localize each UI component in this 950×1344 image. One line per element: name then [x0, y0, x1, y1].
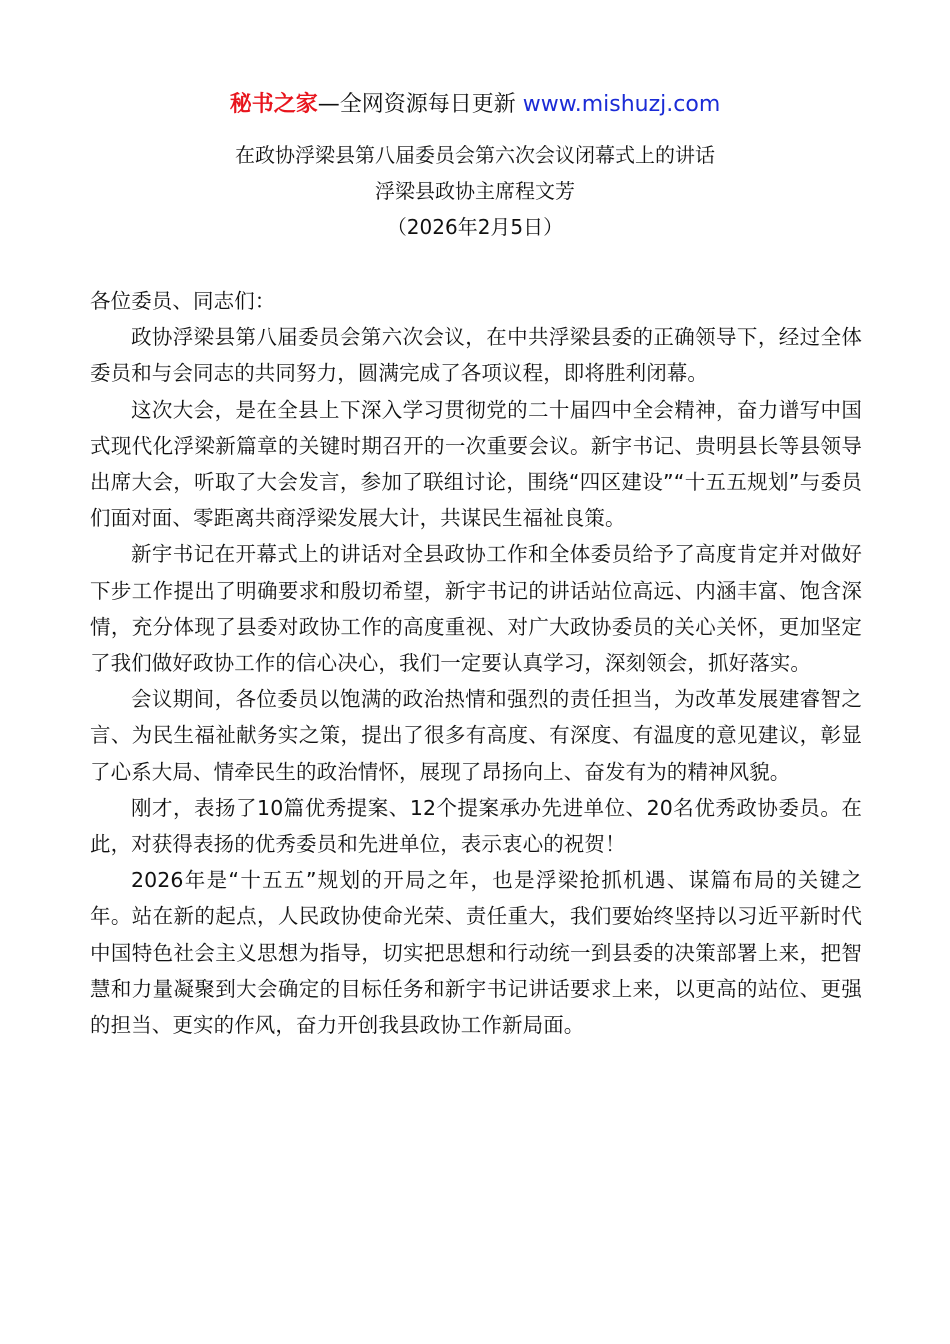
- paragraph: 这次大会，是在全县上下深入学习贯彻党的二十届四中全会精神，奋力谱写中国式现代化浮梁新篇章的关键时期召开的一次重要会议。新宇书记、贵明县长等县领导出席大会，听取了大会发言，参加了联组讨论，围绕“四区建设”“十五五规划”与委员们面对面、零距离共商浮梁发展大计，共谋民生福祉良策。: [90, 397, 862, 531]
- site-url-link[interactable]: www.mishuzj.com: [522, 92, 721, 117]
- brand-name: 秘书之家: [229, 92, 318, 117]
- document-title: 在政协浮梁县第八届委员会第六次会议闭幕式上的讲话: [235, 143, 715, 167]
- document-body: [90, 283, 862, 1043]
- document-heading: [0, 137, 950, 245]
- paragraph: 会议期间，各位委员以饱满的政治热情和强烈的责任担当，为改革发展建睿智之言、为民生福祉献务实之策，提出了很多有高度、有深度、有温度的意见建议，彰显了心系大局、情牵民生的政治情怀，展现了昂扬向上、奋发有为的精神风貌。: [90, 687, 862, 784]
- document-date: （2026年2月5日）: [386, 215, 564, 239]
- banner-tagline: —全网资源每日更新: [317, 92, 523, 117]
- document-speaker: 浮梁县政协主席程文芳: [375, 179, 575, 203]
- paragraph: 政协浮梁县第八届委员会第六次会议，在中共浮梁县委的正确领导下，经过全体委员和与会同志的共同努力，圆满完成了各项议程，即将胜利闭幕。: [90, 325, 862, 386]
- paragraph: 新宇书记在开幕式上的讲话对全县政协工作和全体委员给予了高度肯定并对做好下步工作提出了明确要求和殷切希望，新宇书记的讲话站位高远、内涵丰富、饱含深情，充分体现了县委对政协工作的高度重视、对广大政协委员的关心关怀，更加坚定了我们做好政协工作的信心决心，我们一定要认真学习，深刻领会，抓好落实。: [90, 542, 862, 676]
- site-banner: [0, 88, 950, 122]
- paragraph: 刚才，表扬了10篇优秀提案、12个提案承办先进单位、20名优秀政协委员。在此，对获得表扬的优秀委员和先进单位，表示衷心的祝贺！: [90, 795, 862, 857]
- paragraph: 2026年是“十五五”规划的开局之年，也是浮梁抢抓机遇、谋篇布局的关键之年。站在新的起点，人民政协使命光荣、责任重大，我们要始终坚持以习近平新时代中国特色社会主义思想为指导，切实把思想和行动统一到县委的决策部署上来，把智慧和力量凝聚到大会确定的目标任务和新宇书记讲话要求上来，以更高的站位、更强的担当、更实的作风，奋力开创我县政协工作新局面。: [90, 868, 862, 1038]
- salutation: 各位委员、同志们：: [90, 289, 276, 313]
